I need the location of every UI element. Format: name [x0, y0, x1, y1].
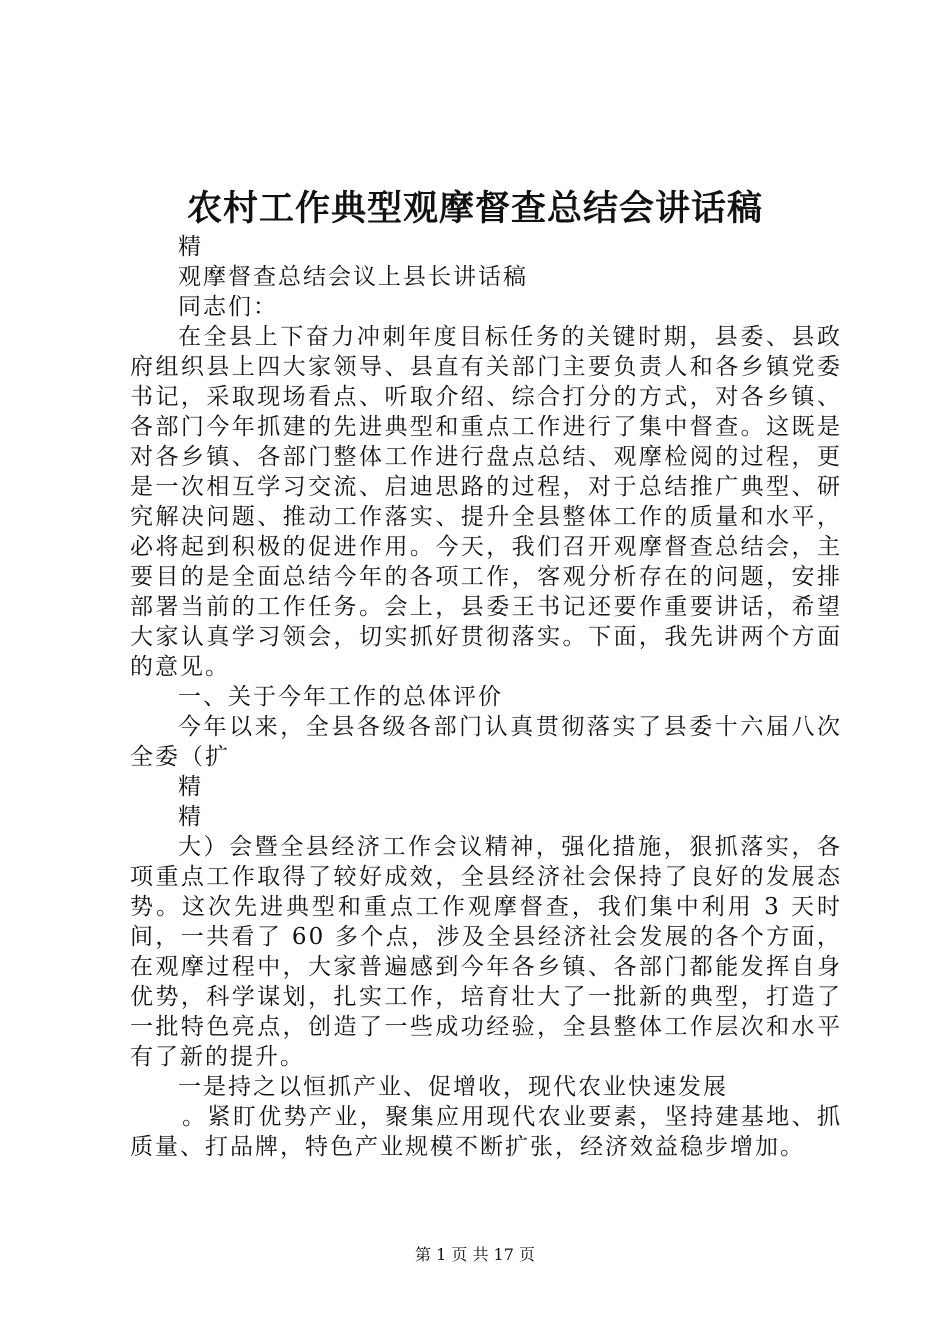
paragraph: 精: [178, 234, 203, 260]
section-heading: 一、关于今年工作的总体评价: [178, 684, 503, 710]
paragraph: 今年以来，全县各级各部门认真贯彻落实了县委十六届八次全委（扩: [130, 714, 842, 770]
paragraph: 在全县上下奋力冲刺年度目标任务的关键时期，县委、县政府组织县上四大家领导、县直有关部门主要负责人和各乡镇党委书记，采取现场看点、听取介绍、综合打分的方式，对各乡镇、各部门今年抓建的先进典型和重点工作进行了集中督查。这既是对各乡镇、各部门整体工作进行盘点总结、观摩检阅的过程，更是一次相互学习交流、启迪思路的过程，对于总结推广典型、研究解决问题、推动工作落实、提升全县整体工作的质量和水平，必将起到积极的促进作用。今天，我们召开观摩督查总结会，主要目的是全面总结今年的各项工作，客观分析存在的问题，安排部署当前的工作任务。会上，县委王书记还要作重要讲话，希望大家认真学习领会，切实抓好贯彻落实。下面，我先讲两个方面的意见。: [130, 324, 842, 680]
paragraph: 。紧盯优势产业，聚集应用现代农业要素，坚持建基地、抓质量、打品牌，特色产业规模不断扩张，经济效益稳步增加。: [130, 1104, 842, 1160]
page-footer: 第 1 页 共 17 页: [415, 1245, 535, 1264]
paragraph: 一是持之以恒抓产业、促增收，现代农业快速发展: [178, 1074, 728, 1100]
paragraph: 精: [178, 774, 203, 800]
document-title: 农村工作典型观摩督查总结会讲话稿: [186, 188, 763, 229]
paragraph: 同志们：: [178, 294, 278, 320]
document-body: [130, 232, 842, 1162]
paragraph: 观摩督查总结会议上县长讲话稿: [178, 264, 528, 290]
paragraph: 精: [178, 804, 203, 830]
paragraph: 大）会暨全县经济工作会议精神，强化措施，狠抓落实，各项重点工作取得了较好成效，全县经济社会保持了良好的发展态势。这次先进典型和重点工作观摩督查，我们集中利用 3 天时间，一共看了 60 多个点，涉及全县经济社会发展的各个方面，在观摩过程中，大家普遍感到今年各乡镇、各部门都能发挥自身优势，科学谋划，扎实工作，培育壮大了一批新的典型，打造了一批特色亮点，创造了一些成功经验，全县整体工作层次和水平有了新的提升。: [130, 834, 842, 1070]
